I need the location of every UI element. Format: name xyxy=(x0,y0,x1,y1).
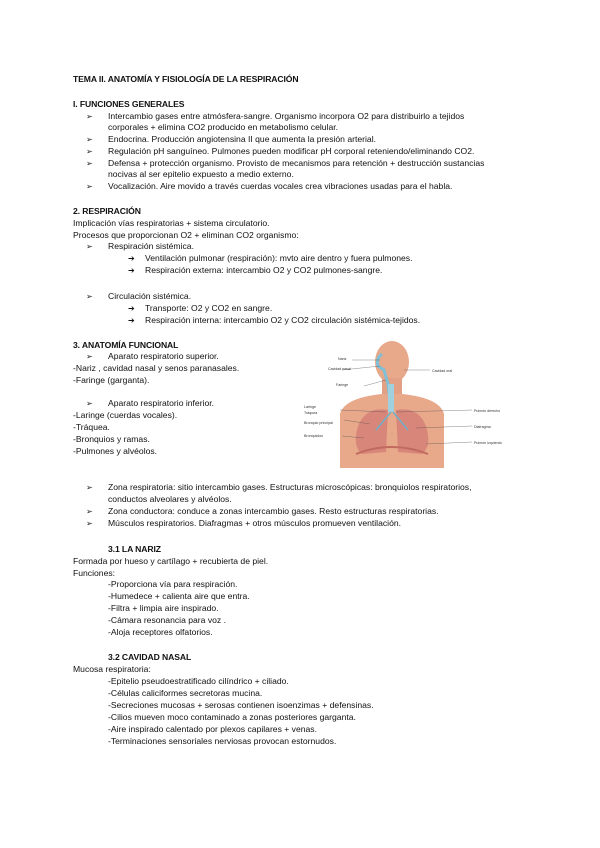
document-title: TEMA II. ANATOMÍA Y FISIOLOGÍA DE LA RESPIRACIÓN xyxy=(73,74,299,84)
list-item: ➢ Zona conductora: conduce a zonas intercambio gases. Resto estructuras respiratorias. xyxy=(108,506,439,517)
list-item: ➢ Endocrina. Producción angiotensina II que aumenta la presión arterial. xyxy=(108,134,376,145)
list-item: ➢ Defensa + protección organismo. Provisto de mecanismos para retención + destrucción sustancias xyxy=(108,158,484,169)
list-line: -Tráquea. xyxy=(73,422,110,432)
figure-label-laringe: Laringe xyxy=(304,405,316,409)
list-item: ➢ Regulación pH sanguíneo. Pulmones pueden modificar pH corporal reteniendo/eliminando CO2. xyxy=(108,146,474,157)
list-line: -Aire inspirado calentado por plexos capilares + venas. xyxy=(108,724,317,734)
list-line: -Secreciones mucosas + serosas contienen isoenzimas + defensinas. xyxy=(108,700,374,710)
list-line: -Laringe (cuerdas vocales). xyxy=(73,410,178,420)
figure-label-traquea: Tráquea xyxy=(304,411,318,415)
list-line: -Epitelio pseudoestratificado cilíndrico + ciliado. xyxy=(108,676,289,686)
list-line: -Bronquios y ramas. xyxy=(73,434,150,444)
paragraph: Formada por hueso y cartílago + recubierta de piel. xyxy=(73,556,269,566)
list-item-continuation: nocivas al ser epitelio expuesto a medio externo. xyxy=(108,169,294,179)
list-item: ➢ Respiración sistémica. xyxy=(108,241,194,252)
head-shape xyxy=(375,341,409,383)
paragraph: Funciones: xyxy=(73,568,116,578)
section-heading-cavidad-nasal: 3.2 CAVIDAD NASAL xyxy=(108,652,192,662)
list-item: ➢ Intercambio gases entre atmósfera-sangre. Organismo incorpora O2 para distribuirlo a tejidos xyxy=(108,111,464,122)
trachea-shape xyxy=(388,384,394,412)
list-line: -Cilios mueven moco contaminado a zonas posteriores garganta. xyxy=(108,712,356,722)
sub-list-item: ➔ Transporte: O2 y CO2 en sangre. xyxy=(145,303,272,314)
list-line: -Terminaciones sensoriales nerviosas provocan estornudos. xyxy=(108,736,337,746)
figure-label-cavidad-oral: Cavidad oral xyxy=(432,369,453,373)
paragraph: Implicación vías respiratorias + sistema circulatorio. xyxy=(73,218,270,228)
list-item-continuation: conductos alveolares y alvéolos. xyxy=(108,494,232,504)
section-heading-nariz: 3.1 LA NARIZ xyxy=(108,544,161,554)
list-item: ➢ Zona respiratoria: sitio intercambio gases. Estructuras microscópicas: bronquiolos respiratorios, xyxy=(108,482,471,493)
sub-list-item: ➔ Respiración interna: intercambio O2 y CO2 circulación sistémica-tejidos. xyxy=(145,315,420,326)
list-line: -Humedece + calienta aire que entra. xyxy=(108,591,250,601)
list-line: -Nariz , cavidad nasal y senos paranasales. xyxy=(73,363,240,373)
paragraph: Procesos que proporcionan O2 + eliminan CO2 organismo: xyxy=(73,230,299,240)
list-line: -Pulmones y alvéolos. xyxy=(73,446,158,456)
figure-label-bronquio: Bronquio principal xyxy=(304,421,333,425)
list-line: -Células caliciformes secretoras mucina. xyxy=(108,688,263,698)
figure-label-diafragma: Diafragma xyxy=(474,425,491,429)
list-item: ➢ Aparato respiratorio inferior. xyxy=(108,398,214,409)
figure-label-bronquiolos: Bronquiolos xyxy=(304,434,323,438)
figure-label-cavidad-nasal: Cavidad nasal xyxy=(328,367,351,371)
list-line: -Cámara resonancia para voz . xyxy=(108,615,226,625)
list-line: -Filtra + limpia aire inspirado. xyxy=(108,603,219,613)
paragraph: Mucosa respiratoria: xyxy=(73,664,151,674)
list-line: -Faringe (garganta). xyxy=(73,375,150,385)
respiratory-anatomy-figure xyxy=(300,340,525,468)
list-item: ➢ Vocalización. Aire movido a través cuerdas vocales crea vibraciones usadas para el habla. xyxy=(108,181,452,192)
list-item-continuation: corporales + elimina CO2 producido en metabolismo celular. xyxy=(108,122,338,132)
list-line: -Aloja receptores olfatorios. xyxy=(108,627,213,637)
section-heading-anatomia: 3. ANATOMÍA FUNCIONAL xyxy=(73,340,179,350)
figure-label-nariz: Nariz xyxy=(338,357,347,361)
figure-label-pulmon-derecho: Pulmón derecho xyxy=(474,409,501,413)
list-item: ➢ Aparato respiratorio superior. xyxy=(108,351,219,362)
figure-label-pulmon-izquierdo: Pulmón izquierdo xyxy=(474,441,502,445)
list-line: -Proporciona vía para respiración. xyxy=(108,579,238,589)
section-heading-funciones: I. FUNCIONES GENERALES xyxy=(73,99,185,109)
sub-list-item: ➔ Respiración externa: intercambio O2 y CO2 pulmones-sangre. xyxy=(145,265,382,276)
sub-list-item: ➔ Ventilación pulmonar (respiración): mvto aire dentro y fuera pulmones. xyxy=(145,253,413,264)
section-heading-respiracion: 2. RESPIRACIÓN xyxy=(73,206,141,216)
list-item: ➢ Músculos respiratorios. Diafragmas + otros músculos promueven ventilación. xyxy=(108,518,401,529)
figure-label-faringe: Faringe xyxy=(336,383,349,387)
list-item: ➢ Circulación sistémica. xyxy=(108,291,191,302)
